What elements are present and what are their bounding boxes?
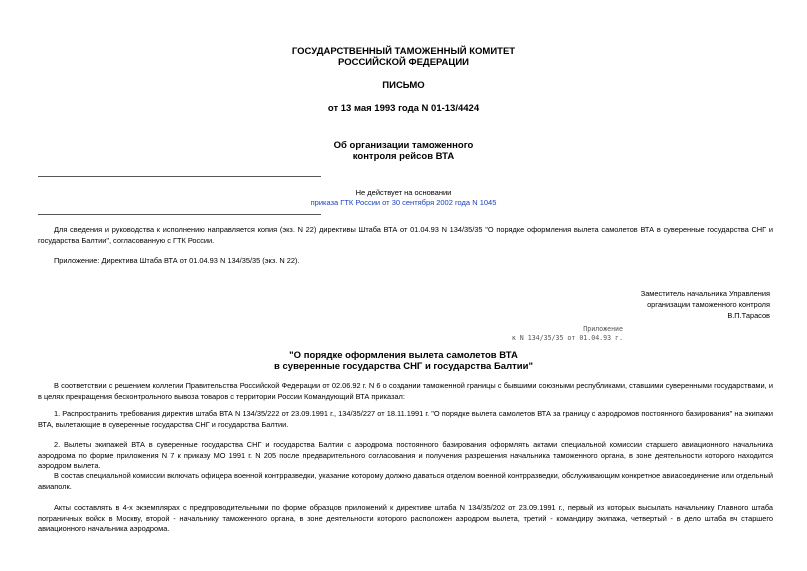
appendix-ref: к N 134/35/35 от 01.04.93 г.: [511, 334, 623, 342]
appendix-paragraph-2: 1. Распространить требования директив штаба ВТА N 134/35/222 от 23.09.1991 г., 134/35/227 от 18.11.1991 г. "О порядке вылета самолетов ВТА за границу с аэродромов постоянного базирования" на экипажи ВТА, вылетающие в суверенные государства СНГ и государства Балтии.: [38, 409, 773, 429]
appendix-label: Приложение: [583, 325, 623, 333]
signature-name: В.П.Тарасов: [727, 311, 770, 320]
appendix-title-line1: "О порядке оформления вылета самолетов ВТА: [289, 350, 518, 361]
doc-title-line1: Об организации таможенного: [333, 140, 474, 151]
body-paragraph-1: Для сведения и руководства к исполнению направляется копия (экз. N 22) директивы Штаба ВТА от 01.04.93 N 134/35/35 "О порядке оформления вылета самолетов ВТА в суверенные государства СНГ и государства Балтии", согласованную с ГТК России.: [38, 225, 773, 245]
doc-type: ПИСЬМО: [382, 80, 425, 91]
divider-top: [38, 176, 321, 177]
divider-bottom: [38, 214, 321, 215]
appendix-paragraph-5: Акты составлять в 4-х экземплярах с предпроводительными по форме образцов приложений к директиве штаба N 134/35/202 от 23.09.1991 г., первый из которых высылать начальнику Главного штаба пограничных войск в Москву, второй - начальнику таможенного органа, в зоне деятельности которого расположен аэродром вылета, третий - командиру экипажа, четвертый - в дело штаба вч старшего авиационного начальника аэродрома.: [38, 503, 773, 533]
org-name-line1: ГОСУДАРСТВЕННЫЙ ТАМОЖЕННЫЙ КОМИТЕТ: [291, 46, 516, 57]
doc-date: от 13 мая 1993 года N 01-13/4424: [327, 103, 480, 114]
status-link[interactable]: приказа ГТК России от 30 сентября 2002 года N 1045: [310, 198, 497, 207]
appendix-paragraph-1: В соответствии с решением коллегии Правительства Российской Федерации от 02.06.92 г. N 6 о создании таможенной границы с бывшими союзными республиками, ставшими суверенными государствами, и в целях прекращения бесконтрольного вывоза товаров с территории России Командующий ВТА приказал:: [38, 381, 773, 401]
appendix-title-line2: в суверенные государства СНГ и государства Балтии": [274, 361, 533, 372]
appendix-paragraph-3: 2. Вылеты экипажей ВТА в суверенные государства СНГ и государства Балтии с аэродрома постоянного базирования оформлять актами специальной комиссии старшего авиационного начальника аэродрома по форме приложения N 7 к приказу МО 1991 г. N 205 после предварительного согласования и получения разрешения начальника таможенного органа, в зоне деятельности которого находится аэродром вылета.: [38, 440, 773, 470]
status-text: Не действует на основании: [355, 188, 452, 197]
appendix-paragraph-4: В состав специальной комиссии включать офицера военной контрразведки, указание которому должно даваться отделом военной контрразведки, обслуживающим конкретное авиасоединение или отдельный авиаполк.: [38, 471, 773, 491]
org-name-line2: РОССИЙСКОЙ ФЕДЕРАЦИИ: [337, 57, 469, 68]
signature-position-1: Заместитель начальника Управления: [640, 289, 770, 298]
body-paragraph-2: Приложение: Директива Штаба ВТА от 01.04.93 N 134/35/35 (экз. N 22).: [54, 256, 300, 265]
signature-position-2: организации таможенного контроля: [647, 300, 770, 309]
doc-title-line2: контроля рейсов ВТА: [352, 151, 455, 162]
